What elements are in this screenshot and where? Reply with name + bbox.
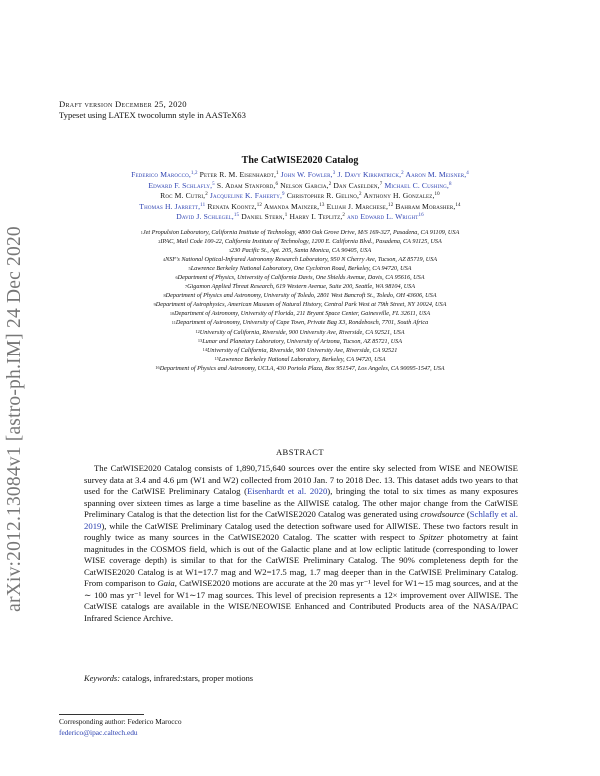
author-line-4	[60, 202, 540, 213]
author-link-faherty[interactable]: Jacqueline K. Faherty,$^9$	[209, 191, 285, 201]
author-line-3	[60, 191, 540, 202]
keywords-line	[84, 674, 253, 683]
affiliation-item: $^2$IPAC, Mail Code 100-22, California Institute of Technology, 1200 E. California Blvd., Pasadena, CA 91125, USA	[158, 238, 442, 246]
author-koontz: Renata Koontz,$^{12}$	[207, 201, 263, 211]
affiliation-item: $^3$230 Pacific St., Apt. 205, Santa Monica, CA 90405, USA	[228, 247, 372, 255]
author-link-kirkpatrick[interactable]: J. Davy Kirkpatrick,$^2$	[337, 170, 404, 179]
affiliation-item: $^6$Department of Physics, University of California Davis, One Shields Avenue, Davis, CA 95616, USA	[175, 274, 425, 282]
affiliation-item: $^{15}$Lawrence Berkeley National Laboratory, Berkeley, CA 94720, USA	[214, 355, 386, 363]
affiliation-item: $^{12}$University of California, Riverside, 900 University Ave, Riverside, CA 92521, USA	[195, 328, 405, 336]
author-link-meisner[interactable]: Aaron M. Meisner,$^4$	[405, 170, 469, 179]
author-line-1	[60, 170, 540, 181]
affiliation-item: $^9$Department of Astrophysics, American Museum of Natural History, Central Park West at 79th Street, NY 10024, USA	[153, 301, 447, 309]
arxiv-identifier-stamp	[2, 0, 28, 776]
corresponding-author-line: Corresponding author: Federico Marocco	[59, 717, 182, 726]
author-list	[60, 170, 540, 223]
abstract-heading: ABSTRACT	[275, 447, 325, 457]
author-link-schlegel[interactable]: David J. Schlegel,$^{15}$	[176, 212, 240, 222]
keywords-label: Keywords:	[84, 674, 120, 683]
author-mainzer: Amanda Mainzer,$^{13}$	[263, 201, 325, 211]
citation-link-schlafly[interactable]: Schlafly et al. 2019	[84, 509, 518, 531]
author-line-2	[60, 181, 540, 192]
author-cutri: Roc M. Cutri,$^2$	[160, 191, 208, 201]
author-line-5	[60, 212, 540, 223]
draft-version-line: Draft version December 25, 2020	[59, 99, 187, 109]
corresponding-author-footnote	[59, 717, 182, 738]
affiliation-item: $^{10}$Department of Astronomy, University of Florida, 211 Bryant Space Center, Gainesville, FL 32611, USA	[169, 310, 431, 318]
affiliation-item: $^{14}$University of California, Riverside, 900 University Ave, Riverside, CA 92521	[202, 346, 398, 354]
author-gonzalez: Anthony H. Gonzalez,$^{10}$	[363, 191, 440, 201]
author-link-fowler[interactable]: John W. Fowler,$^3$	[280, 170, 336, 179]
affiliation-item: $^{13}$Lunar and Planetary Laboratory, University of Arizona, Tucson, AZ 85721, USA	[197, 337, 403, 345]
abstract-body: The CatWISE2020 Catalog consists of 1,890,715,640 sources over the entire sky selected from WISE and NEOWISE survey data at 3.4 and 4.6 μm (W1 and W2) collected from 2010 Jan. 7 to 2018 Dec. 13. This dataset adds two years to that used for the CatWISE Preliminary Catalog (Eisenhardt et al. 2020), bringing the total to six times as many exposures spanning over sixteen times as large a time baseline as the AllWISE catalog. The other major change from the CatWISE Preliminary Catalog is that the detection list for the CatWISE2020 Catalog was generated using crowdsource (Schlafly et al. 2019), while the CatWISE Preliminary Catalog used the detection software used for AllWISE. These two factors result in roughly twice as many sources in the CatWISE2020 Catalog. The scatter with respect to Spitzer photometry at faint magnitudes in the COSMOS field, which is out of the Galactic plane and at low ecliptic latitude (corresponding to lower WISE coverage depth) is similar to that for the CatWISE Preliminary Catalog. The 90% completeness depth for the CatWISE2020 Catalog is at W1=17.7 mag and W2=17.5 mag, 1.7 mag deeper than in the CatWISE Preliminary Catalog. From comparison to Gaia, CatWISE2020 motions are accurate at the 20 mas yr⁻¹ level for W1∼15 mag sources, and at the ∼ 100 mas yr⁻¹ level for W1∼17 mag sources. This level of precision represents a 12× improvement over AllWISE. The CatWISE catalogs are available in the WISE/NEOWISE Enhanced and Contributed Products area of the NASA/IPAC Infrared Science Archive.	[84, 463, 519, 623]
affiliation-list	[40, 228, 560, 373]
author-link-jarrett[interactable]: Thomas H. Jarrett,$^{11}$	[139, 201, 206, 211]
affiliation-item: $^1$Jet Propulsion Laboratory, California Institute of Technology, 4800 Oak Grove Drive, M/S 169-327, Pasadena, CA 91109, USA	[140, 229, 460, 236]
email-link[interactable]: federico@ipac.caltech.edu	[59, 727, 138, 737]
affiliation-item: $^{11}$Department of Astronomy, University of Cape Town, Private Bag X3, Rondebosch, 7701, South Africa	[171, 319, 429, 327]
draft-header	[59, 99, 246, 121]
citation-link-eisenhardt[interactable]: Eisenhardt et al. 2020	[247, 486, 328, 496]
author-link-cushing[interactable]: Michael C. Cushing,$^8$	[384, 180, 452, 190]
affiliation-item: $^7$Gigamon Applied Threat Research, 619 Western Avenue, Suite 200, Seattle, WA 98104, USA	[184, 283, 416, 291]
author-gelino: Christopher R. Gelino,$^2$	[286, 191, 362, 201]
paper-title: The CatWISE2020 Catalog	[241, 155, 359, 166]
affiliation-item: $^4$NSF's National Optical-Infrared Astronomy Research Laboratory, 950 N Cherry Ave, Tucson, AZ 85719, USA	[162, 256, 438, 264]
author-link-marocco[interactable]: Federico Marocco,$^{1,2}$	[131, 170, 198, 179]
affiliation-item: $^8$Department of Physics and Astronomy, University of Toledo, 2801 West Bancroft St., Toledo, OH 43606, USA	[163, 292, 437, 300]
arxiv-id-text: arXiv:2012.13084v1 [astro-ph.IM] 24 Dec 2020	[4, 226, 25, 612]
keywords-text: catalogs, infrared:stars, proper motions	[122, 674, 254, 683]
author-link-schlafly[interactable]: Edward F. Schlafly,$^5$	[148, 180, 215, 190]
author-mobasher: Bahram Mobasher,$^{14}$	[395, 201, 461, 211]
author-stern: Daniel Stern,$^1$	[241, 212, 288, 222]
affiliation-item: $^5$Lawrence Berkeley National Laboratory, One Cyclotron Road, Berkeley, CA 94720, USA	[188, 265, 412, 273]
footnote-divider	[59, 714, 144, 715]
author-garcia: Nelson Garcia,$^2$	[280, 180, 332, 190]
typeset-line: Typeset using LATEX twocolumn style in AASTeX63	[59, 110, 246, 120]
author-teplitz: Harry I. Teplitz,$^2$	[289, 212, 346, 222]
author-link-wright[interactable]: and Edward L. Wright$^{16}$	[347, 212, 424, 222]
author-stanford: S. Adam Stanford,$^6$	[216, 180, 279, 190]
affiliation-item: $^{16}$Department of Physics and Astronomy, UCLA, 430 Portola Plaza, Box 951547, Los Angeles, CA 90095-1547, USA	[155, 364, 445, 372]
author-marchese: Elijah J. Marchese,$^{12}$	[326, 201, 394, 211]
author-eisenhardt: Peter R. M. Eisenhardt,$^1$	[199, 170, 279, 179]
author-caselden: Dan Caselden,$^7$	[333, 180, 383, 190]
